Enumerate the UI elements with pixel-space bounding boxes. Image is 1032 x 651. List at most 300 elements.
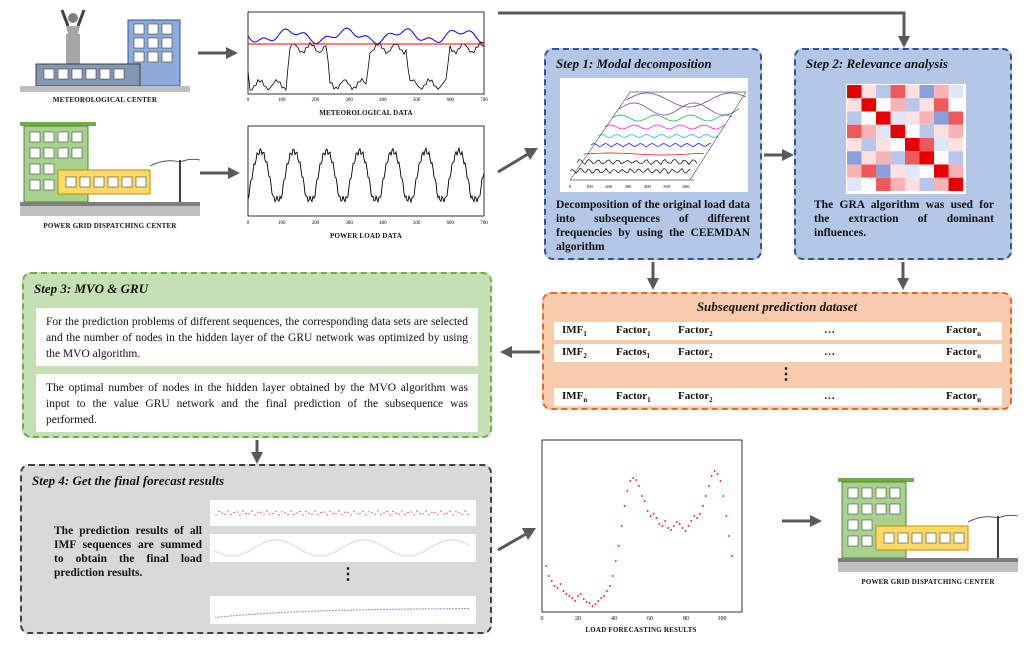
- imf2-point: [454, 540, 455, 541]
- imfn-point: [221, 616, 222, 617]
- imf1-point: [242, 511, 243, 512]
- imfn-point: [263, 613, 264, 614]
- forecast-point: [685, 530, 687, 532]
- heatmap-cell: [847, 98, 862, 111]
- imf2-point: [326, 555, 327, 556]
- decomp-axis-tick: 600: [682, 184, 690, 189]
- dataset-box: [542, 292, 1012, 410]
- forecast-point: [571, 597, 573, 599]
- imf1-point: [275, 511, 276, 512]
- forecast-point: [696, 517, 698, 519]
- met-axis-tick: 0: [246, 98, 250, 103]
- imf1-point: [440, 511, 441, 512]
- imf-curve: [612, 115, 732, 121]
- imf2-point: [286, 542, 287, 543]
- dataset-row-2: [554, 344, 1002, 362]
- imf-result-plot-2: [210, 534, 476, 562]
- imfn-point: [425, 608, 426, 609]
- imf2-point: [386, 548, 387, 549]
- heatmap-cell: [920, 151, 935, 164]
- imf2-point: [400, 554, 401, 555]
- imfn-point: [314, 611, 315, 612]
- imf1-point: [272, 513, 273, 514]
- imfn-point: [254, 614, 255, 615]
- imf2-point: [318, 555, 319, 556]
- imf1-point: [446, 513, 447, 514]
- imf1-point: [236, 511, 237, 512]
- imf1-point: [359, 513, 360, 514]
- imf2-point: [366, 540, 367, 541]
- forecast-axis-tick: 60: [647, 616, 653, 622]
- imf1-point: [374, 514, 375, 515]
- imfn-point: [461, 608, 462, 609]
- step4-title: Step 4: Get the final forecast results: [32, 473, 225, 488]
- load-axis-tick: 200: [311, 221, 320, 226]
- imfn-point: [317, 610, 318, 611]
- imfn-point: [374, 609, 375, 610]
- row1-factorn: Factor$_n$: [946, 324, 982, 339]
- imf2-point: [332, 553, 333, 554]
- imf-curve: [605, 125, 725, 129]
- forecast-point: [644, 500, 646, 502]
- imf2-point: [416, 554, 417, 555]
- heatmap-cell: [934, 138, 949, 151]
- row2-factor1: Factos$_1$: [616, 346, 651, 361]
- imf1-point: [329, 511, 330, 512]
- forecast-point: [670, 529, 672, 531]
- imf2-point: [288, 542, 289, 543]
- decomp-axis-tick: 200: [605, 184, 613, 189]
- forecast-point: [656, 517, 658, 519]
- forecast-point: [568, 595, 570, 597]
- imf1-point: [401, 510, 402, 511]
- imf2-point: [246, 552, 247, 553]
- imf1-point: [284, 512, 285, 513]
- imfn-point: [341, 610, 342, 611]
- imf2-point: [378, 543, 379, 544]
- heatmap-cell: [920, 112, 935, 125]
- arrow-forecast-to-grid: [782, 514, 822, 528]
- imf2-point: [244, 553, 245, 554]
- imfn-point: [452, 608, 453, 609]
- heatmap-cell: [876, 151, 891, 164]
- arrow-step1-to-dataset: [646, 262, 660, 290]
- imf1-point: [305, 511, 306, 512]
- imfn-point: [434, 608, 435, 609]
- forecast-axis-tick: 100: [717, 616, 727, 622]
- grid-dispatching-center-illustration: [20, 122, 200, 218]
- imfn-point: [443, 608, 444, 609]
- heatmap-cell: [934, 112, 949, 125]
- forecast-point: [673, 525, 675, 527]
- imf2-point: [270, 540, 271, 541]
- forecast-point: [627, 490, 629, 492]
- imf2-point: [456, 540, 457, 541]
- imf1-point: [356, 513, 357, 514]
- imfn-point: [272, 612, 273, 613]
- forecast-plot: [536, 438, 746, 624]
- met-axis-tick: 400: [379, 98, 387, 103]
- imfn-point: [269, 613, 270, 614]
- forecast-point: [580, 593, 582, 595]
- heatmap-cell: [847, 178, 862, 191]
- imf2-point: [382, 545, 383, 546]
- gra-heatmap-chart: [847, 85, 963, 191]
- forecast-point: [679, 523, 681, 525]
- imfn-point: [431, 608, 432, 609]
- decomp-axis-tick: 400: [643, 184, 651, 189]
- imf2-point: [410, 555, 411, 556]
- imf2-point: [364, 540, 365, 541]
- imf2-point: [248, 551, 249, 552]
- imf-result-plot-n: [210, 596, 476, 624]
- met-axis-tick: 300: [345, 98, 353, 103]
- imf2-point: [252, 549, 253, 550]
- heatmap-cell: [862, 178, 877, 191]
- heatmap-cell: [905, 178, 920, 191]
- heatmap-cell: [920, 98, 935, 111]
- imf2-point: [258, 545, 259, 546]
- imf2-point: [340, 549, 341, 550]
- heatmap-cell: [920, 125, 935, 138]
- imf2-point: [304, 551, 305, 552]
- imf1-point: [281, 511, 282, 512]
- imf1-point: [227, 510, 228, 511]
- forecast-point: [563, 590, 565, 592]
- imf1-point: [395, 513, 396, 514]
- imfn-point: [413, 608, 414, 609]
- imfn-point: [389, 609, 390, 610]
- imf2-point: [240, 554, 241, 555]
- forecast-point: [603, 595, 605, 597]
- load-axis-tick: 0: [246, 221, 250, 226]
- met-axis-tick: 700: [480, 98, 488, 103]
- meteorological-center-illustration: [20, 6, 190, 94]
- imf1-point: [353, 511, 354, 512]
- imf2-point: [228, 555, 229, 556]
- imf1-point: [218, 511, 219, 512]
- arrow-grid-to-load: [200, 166, 240, 180]
- load-axis-tick: 300: [345, 221, 353, 226]
- imf2-point: [324, 555, 325, 556]
- imfn-point: [332, 610, 333, 611]
- imfn-point: [335, 610, 336, 611]
- imf1-point: [437, 514, 438, 515]
- imfn-point: [428, 608, 429, 609]
- row1-ellipsis: …: [824, 324, 835, 336]
- imf2-point: [222, 554, 223, 555]
- imf1-point: [215, 514, 216, 515]
- forecast-point: [667, 527, 669, 529]
- imf2-point: [468, 544, 469, 545]
- imfn-point: [401, 609, 402, 610]
- imf1-point: [341, 514, 342, 515]
- decomp-axis-tick: 0: [568, 184, 572, 189]
- imfn-point: [338, 610, 339, 611]
- imf1-point: [413, 514, 414, 515]
- imf2-point: [268, 541, 269, 542]
- imf1-point: [338, 511, 339, 512]
- imf2-point: [262, 543, 263, 544]
- forecast-point: [586, 601, 588, 603]
- imf1-point: [302, 514, 303, 515]
- meteorological-data-plot: [244, 10, 488, 106]
- imf1-point: [296, 512, 297, 513]
- forecast-point: [612, 575, 614, 577]
- imf1-point: [335, 513, 336, 514]
- imf1-point: [383, 512, 384, 513]
- arrow-load-to-step1: [496, 146, 538, 176]
- imf2-point: [278, 540, 279, 541]
- imfn-point: [326, 610, 327, 611]
- forecast-point: [618, 545, 620, 547]
- heatmap-cell: [920, 138, 935, 151]
- step1-box: [544, 48, 762, 260]
- imf2-point: [448, 540, 449, 541]
- imfn-point: [230, 615, 231, 616]
- imf1-point: [398, 514, 399, 515]
- imf2-point: [414, 555, 415, 556]
- imf2-point: [388, 549, 389, 550]
- imfn-point: [449, 608, 450, 609]
- imf1-point: [350, 514, 351, 515]
- heatmap-cell: [876, 98, 891, 111]
- heatmap-cell: [934, 125, 949, 138]
- heatmap-cell: [847, 138, 862, 151]
- imf2-point: [384, 546, 385, 547]
- imfn-point: [407, 609, 408, 610]
- forecast-point: [597, 600, 599, 602]
- power-load-chart: [244, 124, 488, 228]
- heatmap-cell: [847, 112, 862, 125]
- heatmap-cell: [949, 138, 964, 151]
- forecast-point: [702, 505, 704, 507]
- imf2-point: [338, 550, 339, 551]
- forecast-point: [711, 475, 713, 477]
- imf1-point: [254, 514, 255, 515]
- imf2-point: [406, 555, 407, 556]
- imfn-point: [386, 609, 387, 610]
- imf1-point: [368, 511, 369, 512]
- decomp-axis-tick: 500: [663, 184, 671, 189]
- arrow-met-to-data: [198, 46, 238, 60]
- heatmap-cell: [920, 178, 935, 191]
- heatmap-cell: [934, 178, 949, 191]
- heatmap-cell: [891, 165, 906, 178]
- imfn-point: [293, 611, 294, 612]
- forecast-point: [658, 523, 660, 525]
- imf1-point: [251, 511, 252, 512]
- rown-imf: $IMF_n$: [562, 390, 588, 405]
- imfn-point: [467, 608, 468, 609]
- imf2-point: [360, 540, 361, 541]
- heatmap-cell: [949, 125, 964, 138]
- heatmap-cell: [862, 85, 877, 98]
- imfn-point: [344, 610, 345, 611]
- imf2-point: [348, 544, 349, 545]
- imf2-point: [242, 554, 243, 555]
- heatmap-cell: [876, 85, 891, 98]
- imf2-point: [308, 553, 309, 554]
- imf1-point: [449, 511, 450, 512]
- forecast-point: [629, 480, 631, 482]
- imf-curve: [577, 159, 697, 164]
- forecast-point: [621, 525, 623, 527]
- heatmap-cell: [891, 98, 906, 111]
- imfn-point: [284, 612, 285, 613]
- imf2-point: [442, 541, 443, 542]
- imf1-point: [269, 513, 270, 514]
- heatmap-cell: [949, 98, 964, 111]
- heatmap-cell: [934, 165, 949, 178]
- forecast-point: [551, 580, 553, 582]
- imf1-point: [311, 514, 312, 515]
- row2-imf: $IMF_2$: [562, 346, 587, 361]
- row1-factor1: Factor$_1$: [616, 324, 651, 339]
- imf2-point: [300, 549, 301, 550]
- imf-curve: [591, 144, 711, 147]
- imf2-point: [452, 540, 453, 541]
- imf2-point: [404, 555, 405, 556]
- imf2-point: [232, 556, 233, 557]
- step3-box: [22, 272, 492, 438]
- imfn-point: [368, 609, 369, 610]
- forecast-point: [688, 525, 690, 527]
- imfn-point: [347, 610, 348, 611]
- row1-factor2: Factor$_2$: [678, 324, 713, 339]
- heatmap-cell: [891, 112, 906, 125]
- imf1-point: [425, 511, 426, 512]
- imf1-point: [233, 512, 234, 513]
- imf2-point: [376, 542, 377, 543]
- forecast-point: [699, 513, 701, 515]
- imf2-point: [462, 542, 463, 543]
- gra-heatmap: [846, 84, 966, 194]
- imfn-point: [224, 616, 225, 617]
- arrow-step2-to-dataset: [896, 262, 910, 290]
- forecast-chart: [536, 438, 746, 624]
- imf1-point: [230, 514, 231, 515]
- imf1-point: [386, 511, 387, 512]
- forecast-point: [560, 583, 562, 585]
- imf2-point: [458, 540, 459, 541]
- row2-ellipsis: …: [824, 346, 835, 358]
- forecast-point: [635, 479, 637, 481]
- imf1-point: [239, 514, 240, 515]
- imf2-point: [306, 552, 307, 553]
- imf1-point: [443, 513, 444, 514]
- imf-curve: [584, 153, 704, 155]
- forecast-point: [545, 565, 547, 567]
- forecast-point: [682, 527, 684, 529]
- imf1-point: [389, 514, 390, 515]
- decomp-axis-tick: 100: [585, 184, 593, 189]
- row1-imf: $IMF_1$: [562, 324, 587, 339]
- imf1-point: [317, 514, 318, 515]
- step1-title: Step 1: Modal decomposition: [556, 56, 712, 71]
- dataset-vertical-ellipsis: ⋮: [778, 366, 794, 383]
- imfn-point: [305, 611, 306, 612]
- imf2-point: [236, 555, 237, 556]
- imfn-point: [287, 612, 288, 613]
- heatmap-cell: [862, 98, 877, 111]
- imf2-point: [346, 545, 347, 546]
- imf2-point: [260, 544, 261, 545]
- imfn-point: [365, 609, 366, 610]
- forecast-point: [690, 520, 692, 522]
- imfn-point: [308, 611, 309, 612]
- imf2-point: [350, 543, 351, 544]
- met-axis-tick: 500: [412, 98, 421, 103]
- forecast-point: [650, 515, 652, 517]
- imf-result-chart-n: [210, 596, 476, 624]
- imf1-point: [293, 514, 294, 515]
- imf2-point: [216, 551, 217, 552]
- imfn-point: [245, 614, 246, 615]
- imfn-point: [251, 614, 252, 615]
- forecast-point: [554, 585, 556, 587]
- imf1-point: [428, 514, 429, 515]
- imf2-point: [424, 551, 425, 552]
- imf2-point: [264, 542, 265, 543]
- imf2-point: [432, 546, 433, 547]
- forecast-axis-tick: 80: [683, 616, 689, 622]
- imfn-point: [359, 609, 360, 610]
- imf1-point: [461, 514, 462, 515]
- imf2-point: [396, 553, 397, 554]
- imf2-point: [238, 555, 239, 556]
- forecast-axis-tick: 20: [575, 616, 581, 622]
- arrow-step4-to-forecast: [496, 526, 536, 554]
- meteorological-center-caption: METEOROLOGICAL CENTER: [52, 96, 158, 104]
- heatmap-cell: [905, 112, 920, 125]
- load-axis-tick: 700: [480, 221, 488, 226]
- forecast-axis-tick: 40: [611, 616, 617, 622]
- imf1-point: [248, 513, 249, 514]
- imf1-point: [314, 510, 315, 511]
- heatmap-cell: [862, 112, 877, 125]
- imfn-point: [398, 609, 399, 610]
- heatmap-cell: [847, 151, 862, 164]
- imf2-point: [294, 545, 295, 546]
- step4-vertical-ellipsis: ⋮: [340, 566, 356, 583]
- imf2-point: [354, 541, 355, 542]
- forecast-point: [720, 480, 722, 482]
- forecast-point: [693, 515, 695, 517]
- imf1-point: [308, 513, 309, 514]
- imf2-point: [352, 542, 353, 543]
- imf1-point: [407, 512, 408, 513]
- imf2-point: [444, 541, 445, 542]
- imf2-point: [368, 540, 369, 541]
- imf2-point: [302, 550, 303, 551]
- step4-description: The prediction results of all IMF sequences are summed to obtain the final load prediction results.: [54, 525, 202, 579]
- imf2-point: [280, 540, 281, 541]
- forecast-point: [600, 597, 602, 599]
- forecast-point: [728, 535, 730, 537]
- heatmap-cell: [847, 85, 862, 98]
- imf1-point: [362, 511, 363, 512]
- arrow-step1-to-step2: [764, 148, 794, 162]
- rown-factorn: Factor$_n$: [946, 390, 982, 405]
- imfn-point: [371, 609, 372, 610]
- imfn-point: [218, 616, 219, 617]
- imf1-point: [371, 512, 372, 513]
- imf2-point: [322, 555, 323, 556]
- imf2-point: [230, 555, 231, 556]
- heatmap-cell: [891, 151, 906, 164]
- imf2-point: [250, 550, 251, 551]
